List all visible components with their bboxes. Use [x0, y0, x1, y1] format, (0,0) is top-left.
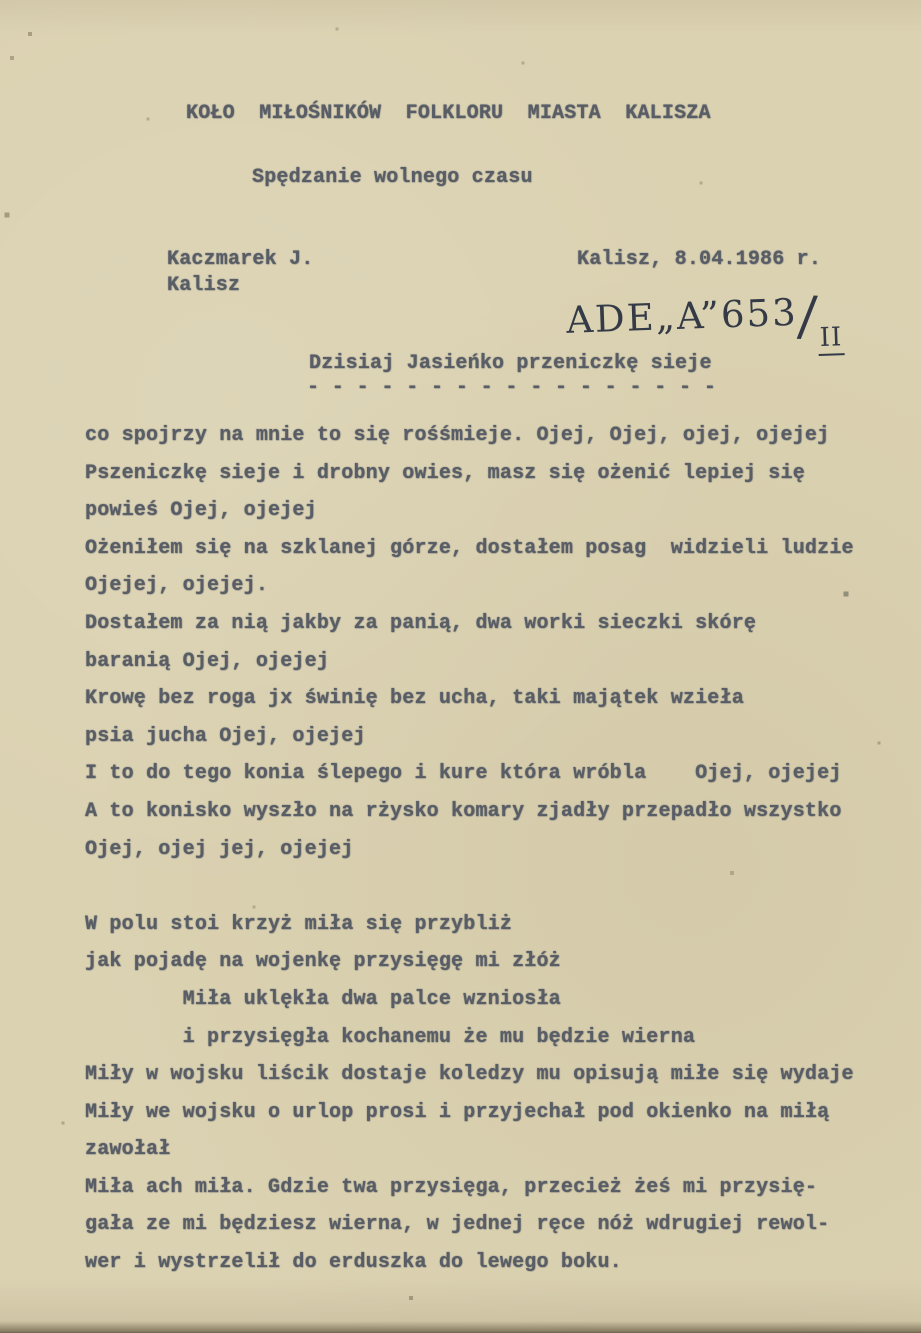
body-line: Miły we wojsku o urlop prosi i przyjechał pod okienko na miłą: [85, 1100, 830, 1124]
archive-number-denominator: II: [817, 322, 845, 356]
body-line: co spojrzy na mnie to się rośśmieje. Ojej, Ojej, ojej, ojejej: [85, 424, 830, 447]
body-line: Krowę bez roga jx świnię bez ucha, taki majątek wzieła: [85, 687, 744, 711]
body-line: gała ze mi będziesz wierna, w jednej ręce nóż wdrugiej rewol-: [85, 1213, 830, 1237]
dateline: Kalisz, 8.04.1986 r.: [577, 248, 822, 271]
body-line: A to konisko wyszło na rżysko komary zjadły przepadło wszystko: [85, 799, 842, 823]
archive-number-main: ADE„A”653: [565, 290, 799, 342]
author-city: Kalisz: [167, 274, 241, 297]
body-line: powieś Ojej, ojejej: [85, 499, 317, 523]
body-line: Ojejej, ojejej.: [85, 574, 269, 598]
body-line: i przysięgła kochanemu że mu będzie wierna: [85, 1025, 696, 1049]
title-underline: - - - - - - - - - - - - - - - - -: [307, 376, 717, 399]
body-line: Miła ach miła. Gdzie twa przysięga, przecież żeś mi przysię-: [85, 1175, 818, 1199]
body-line: Miły w wojsku liścik dostaje koledzy mu opisują miłe się wydaje: [85, 1063, 854, 1087]
body-line: I to do tego konia ślepego i kure która wróbla Ojej, ojejej: [85, 762, 842, 786]
organization-header: KOŁO MIŁOŚNIKÓW FOLKLORU MIASTA KALISZA: [186, 102, 711, 125]
body-line: jak pojadę na wojenkę przysięgę mi złóż: [85, 950, 561, 974]
body-line: Ożeniłem się na szklanej górze, dostałem posag widzieli ludzie: [85, 536, 854, 560]
body-line: Ojej, ojej jej, ojejej: [85, 837, 354, 861]
song-body: [85, 424, 854, 1289]
body-line: Pszeniczkę sieje i drobny owies, masz się ożenić lepiej się: [85, 461, 805, 485]
body-line: baranią Ojej, ojejej: [85, 649, 330, 673]
body-line: Dostałem za nią jakby za panią, dwa worki sieczki skórę: [85, 611, 757, 635]
body-line: zawołał: [85, 1138, 171, 1162]
paper-specks: [0, 0, 2, 2]
page-bottom-shadow: [0, 1321, 921, 1333]
stanza-break: [85, 875, 854, 913]
song-title: Dzisiaj Jasieńko przeniczkę sieje: [309, 352, 712, 375]
archive-number-slash: /: [796, 283, 820, 348]
body-line: wer i wystrzelił do erduszka do lewego boku.: [85, 1251, 622, 1275]
author-name: Kaczmarek J.: [167, 248, 314, 271]
body-line: psia jucha Ojej, ojejej: [85, 724, 366, 748]
document-subtitle: Spędzanie wolnego czasu: [252, 166, 533, 189]
body-line: W polu stoi krzyż miła się przybliż: [85, 912, 513, 936]
body-line: Miła uklękła dwa palce wzniosła: [85, 987, 561, 1011]
handwritten-archive-number: [565, 273, 844, 353]
